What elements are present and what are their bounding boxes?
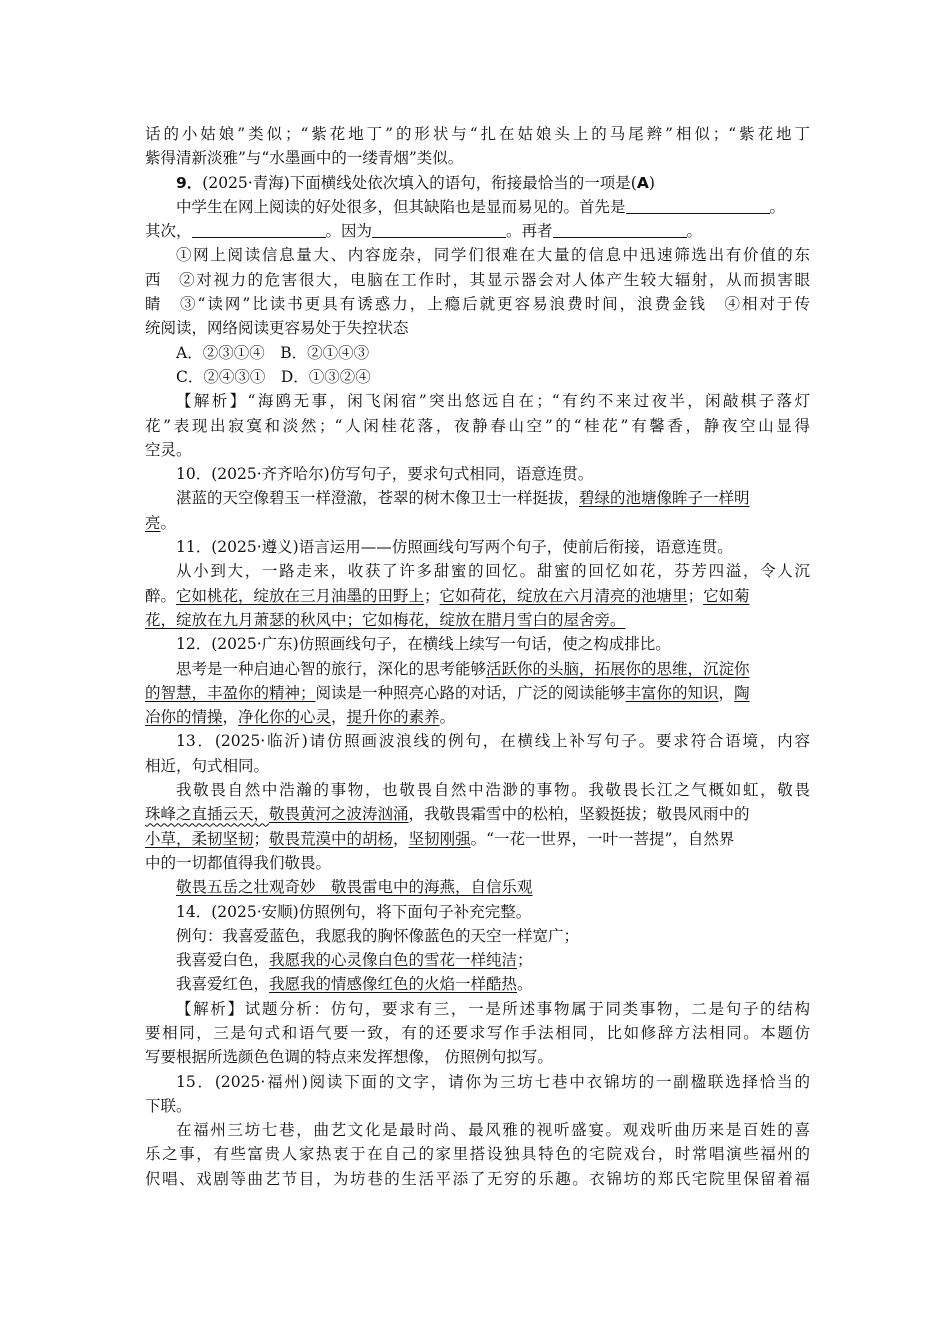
answer-underline: 它如荷花，绽放在六月清亮的池塘里 (439, 586, 688, 605)
answer-underline: 陶 (734, 683, 750, 702)
question-9-stem (145, 171, 810, 195)
answer-underline: 敬畏荒漠中的胡杨 (269, 829, 394, 848)
text-span: ， (718, 683, 735, 702)
choice-line: A．②③①④ B．②①④③ (176, 343, 370, 362)
text-span: 。 (439, 708, 456, 727)
text-span: ，我敬畏霜雪中的松柏，坚毅挺拔；敬畏风雨中的 (408, 805, 750, 824)
text-span: ， (222, 708, 239, 727)
answer-underline: 丰富你的知识 (625, 683, 719, 702)
question-13-text (145, 802, 810, 826)
analysis-line: 空灵。 (145, 440, 192, 459)
text-span: ， (331, 708, 347, 727)
question-15-text: 伬唱、戏剧等曲艺节目，为坊巷的生活平添了无穷的乐趣。衣锦坊的郑氏宅院里保留着福 (145, 1169, 810, 1188)
question-source: (2025·青海)下面横线处依次填入的语句，衔接最恰当的一项是( (202, 173, 637, 192)
question-12-stem: 12．(2025·广东)仿照画线句子，在横线上续写一句话，使之构成排比。 (176, 635, 671, 654)
text-span: 。 (160, 513, 177, 532)
question-13-stem: 相近，句式相同。 (145, 756, 270, 775)
question-13-text (145, 827, 810, 851)
question-12-text (145, 705, 810, 729)
answer-underline: 敬畏黄河之波涛汹涌 (269, 805, 409, 824)
text-span: 醉。 (145, 586, 177, 605)
text-line: 话的小姑娘”类似；“紫花地丁”的形状与“扎在姑娘头上的马尾辫”相似；“紫花地丁 (145, 125, 810, 143)
document-page (145, 122, 810, 1191)
fill-blank (372, 221, 506, 238)
question-14-answer (145, 972, 810, 996)
answer-underline: 我愿我的心灵像白色的雪花一样纯洁 (269, 951, 518, 970)
text-span: ； (424, 586, 440, 605)
question-15-stem: 下联。 (145, 1096, 192, 1115)
question-9-passage (145, 219, 810, 243)
question-10-text (145, 486, 810, 510)
answer-underline: 净化你的心灵 (238, 708, 332, 727)
question-13-text: 我敬畏自然中浩瀚的事物，也敬畏自然中浩渺的事物。我敬畏长江之气概如虹，敬畏 (176, 781, 810, 800)
text-span: 思考是一种启迪心智的旅行，深化的思考能够 (176, 659, 487, 678)
question-number: 9． (176, 173, 203, 192)
choice-line: C．②④③① D．①③②④ (176, 367, 371, 386)
question-13-text: 中的一切都值得我们敬畏。 (145, 853, 332, 872)
text-span: 湛蓝的天空像碧玉一样澄澈，苍翠的树木像卫士一样挺拔， (176, 489, 580, 508)
answer-underline: 坚韧刚强 (408, 829, 471, 848)
fill-blank (192, 221, 326, 238)
question-12-text (145, 657, 810, 681)
text-span: 。 (686, 222, 703, 241)
analysis-line: 花”表现出寂寞和淡然；“人闲桂花落，夜静春山空”的“桂花”有馨香，静夜空山显得 (145, 416, 810, 435)
fill-blank (553, 221, 687, 238)
answer-underline: 冶你的情操 (145, 708, 223, 727)
text-span: ； (687, 586, 704, 605)
question-9-passage (145, 195, 810, 219)
question-12-text (145, 681, 810, 705)
text-span: 我喜爱红色， (176, 975, 270, 994)
question-11-text (145, 584, 810, 608)
text-span: 。“一花一世界，一叶一菩提”，自然界 (470, 829, 735, 848)
option-line: 统阅读，网络阅读更容易处于失控状态 (145, 319, 409, 338)
question-15-text: 在福州三坊七巷，曲艺文化是最时尚、最风雅的视听盛宴。观戏听曲历来是百姓的喜 (176, 1121, 810, 1140)
answer-underline: 它如菊 (703, 586, 750, 605)
answer-underline: 它如桃花，绽放在三月油墨的田野上 (176, 586, 425, 605)
fill-blank (626, 197, 770, 214)
text-span: 我喜爱白色， (176, 951, 270, 970)
text-span: 。因为 (325, 222, 373, 241)
question-10-text (145, 511, 810, 535)
answer-underline: 亮 (145, 513, 161, 532)
question-14-example: 例句：我喜爱蓝色，我愿我的胸怀像蓝色的天空一样宽广； (176, 926, 580, 945)
text-span: 。 (517, 975, 533, 994)
answer-underline: 提升你的素养 (346, 708, 440, 727)
question-14-stem: 14．(2025·安顺)仿照例句，将下面句子补充完整。 (176, 902, 532, 921)
question-10-stem: 10．(2025·齐齐哈尔)仿写句子，要求句式相同，语意连贯。 (176, 465, 594, 484)
option-line: 西 ②对视力的危害很大，电脑在工作时，其显示器会对人体产生较大辐射，从而损害眼 (145, 270, 810, 289)
analysis-line: 要相同，三是句式和语气要一致，有的还要求写作手法相同，比如修辞方法相同。本题仿 (145, 1023, 810, 1042)
question-13-stem: 13．(2025·临沂)请仿照画波浪线的例句，在横线上补写句子。要求符合语境，内容 (176, 732, 810, 751)
answer-underline: 活跃你的头脑，拓展你的思维，沉淀你 (486, 659, 750, 678)
option-line: ①网上阅读信息量大、内容庞杂，同学们很难在大量的信息中迅速筛选出有价值的东 (176, 246, 810, 265)
analysis-line: 写要根据所选颜色色调的特点来发挥想像， 仿照例句拟写。 (145, 1048, 553, 1067)
question-11-text: 从小到大，一路走来，收获了许多甜蜜的回忆。甜蜜的回忆如花，芬芳四溢，令人沉 (176, 562, 810, 581)
answer-underline: 敬畏五岳之壮观奇妙 敬畏雷电中的海燕，自信乐观 (176, 878, 533, 897)
wavy-example: 珠峰之直插云天， (145, 805, 270, 824)
question-15-stem: 15．(2025·福州)阅读下面的文字，请你为三坊七巷中衣锦坊的一副楹联选择恰当的 (176, 1072, 810, 1091)
text-span: 阅读是一种照亮心路的对话，广泛的阅读能够 (315, 683, 626, 702)
text-span: 。 (769, 197, 786, 216)
answer-underline: 的智慧，丰盈你的精神； (145, 683, 316, 702)
analysis-line: 【解析】“海鸥无事，闲飞闲宿”突出悠远自在；“有约不来过夜半，闲敲棋子落灯 (176, 392, 810, 411)
text-span: 中学生在网上阅读的好处很多，但其缺陷也是显而易见的。首先是 (176, 197, 626, 216)
answer-underline: 碧绿的池塘像眸子一样明 (579, 489, 750, 508)
question-11-text (145, 608, 810, 632)
answer-underline: 花，绽放在九月萧瑟的秋风中；它如梅花，绽放在腊月雪白的屋舍旁。 (145, 610, 626, 629)
question-14-answer (145, 948, 810, 972)
text-span: ， (393, 829, 409, 848)
text-span: ； (253, 829, 270, 848)
text-span: 。再者 (506, 222, 553, 241)
question-close: ) (648, 173, 655, 192)
question-15-text: 乐之事，有些富贵人家热衷于在自己的家里搭设独具特色的宅院戏台，时常唱演些福州的 (145, 1145, 810, 1164)
text-span: 其次， (145, 222, 192, 241)
answer-underline: 小草，柔韧坚韧 (145, 829, 254, 848)
question-13-answer (145, 875, 810, 899)
answer-choice: A (636, 173, 649, 192)
text-line: 紫得清新淡雅”与“水墨画中的一缕青烟”类似。 (145, 149, 464, 168)
text-span: ； (517, 951, 533, 970)
option-line: 睛 ③“读网”比读书更具有诱惑力，上瘾后就更容易浪费时间，浪费金钱 ④相对于传 (145, 295, 810, 314)
answer-underline: 我愿我的情感像红色的火焰一样酷热 (269, 975, 518, 994)
question-11-stem: 11．(2025·遵义)语言运用——仿照画线句写两个句子，使前后衔接，语意连贯。 (176, 538, 733, 557)
analysis-line: 【解析】试题分析：仿句，要求有三，一是所述事物属于同类事物，二是句子的结构 (176, 999, 810, 1018)
